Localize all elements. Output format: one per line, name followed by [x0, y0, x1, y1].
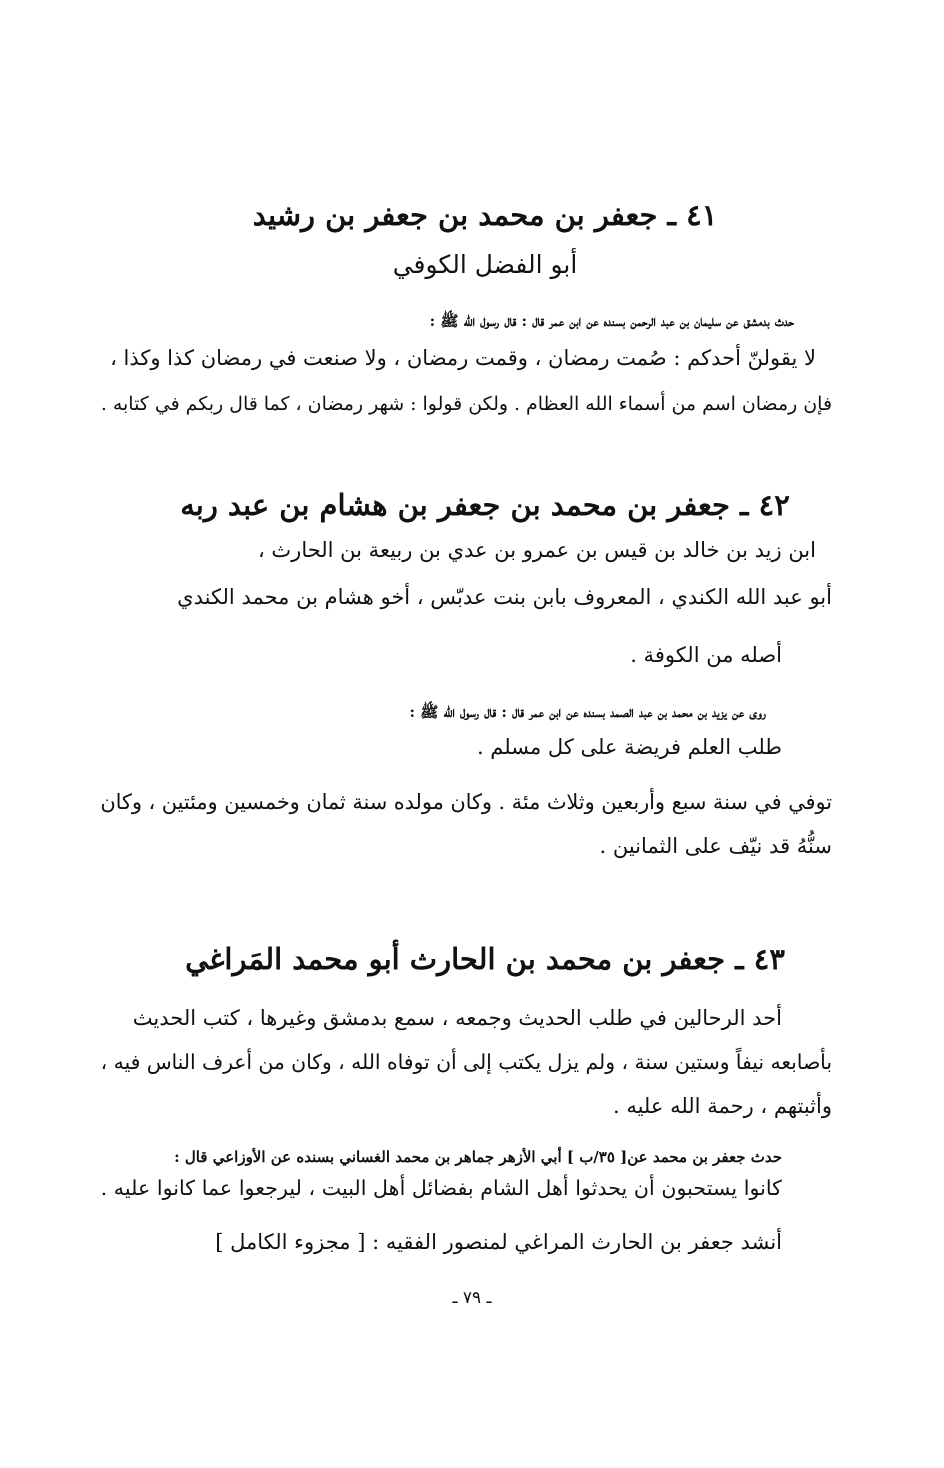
entry-43-isnad: حدث جعفر بن محمد عن[ ٣٥/ب ] أبي الأزهر جماهر بن محمد الغساني بسنده عن الأوزاعي قال : [174, 1148, 782, 1166]
entry-42-hadith: طلب العلم فريضة على كل مسلم . [476, 735, 782, 759]
entry-42-origin: أصله من الكوفة . [630, 643, 782, 667]
entry-43-bio-line-3: وأثبتهم ، رحمة الله عليه . [612, 1094, 832, 1118]
entry-43-hadith: كانوا يستحبون أن يحدثوا أهل الشام بفضائل أهل البيت ، ليرجعوا عما كانوا عليه . [100, 1176, 782, 1200]
entry-42-lineage-line-2: أبو عبد الله الكندي ، المعروف بابن بنت عدبّس ، أخو هشام بن محمد الكندي [177, 585, 832, 609]
entry-41-hadith-line-1: لا يقولنّ أحدكم : صُمت رمضان ، وقمت رمضان ، ولا صنعت في رمضان كذا وكذا ، [110, 346, 816, 370]
entry-42-lineage-line-1: ابن زيد بن خالد بن قيس بن عمرو بن عدي بن ربيعة بن الحارث ، [257, 538, 816, 562]
entry-41-hadith-line-2: فإن رمضان اسم من أسماء الله العظام . ولكن قولوا : شهر رمضان ، كما قال ربكم في كتابه . [100, 393, 832, 415]
entry-43-heading: ٤٣ ـ جعفر بن محمد بن الحارث أبو محمد المَراغي [185, 942, 785, 976]
entry-42-heading: ٤٢ ـ جعفر بن محمد بن جعفر بن هشام بن عبد ربه [180, 488, 790, 522]
entry-41-kunya: أبو الفضل الكوفي [392, 250, 578, 279]
page-number: ـ ٧٩ ـ [452, 1288, 492, 1308]
entry-42-death-line-1: توفي في سنة سبع وأربعين وثلاث مئة . وكان مولده سنة ثمان وخمسين ومئتين ، وكان [100, 790, 832, 814]
entry-43-bio-line-1: أحد الرحالين في طلب الحديث وجمعه ، سمع بدمشق وغيرها ، كتب الحديث [132, 1006, 782, 1030]
entry-42-death-line-2: سنُّهُ قد نيّف على الثمانين . [599, 834, 832, 858]
entry-43-poem-intro: أنشد جعفر بن الحارث المراغي لمنصور الفقيه : [ مجزوء الكامل ] [215, 1230, 782, 1254]
entry-42-isnad: روى عن يزيد بن محمد بن عبد الصمد بسنده عن ابن عمر قال : قال رسول الله ﷺ : [409, 703, 766, 721]
entry-43-bio-line-2: بأصابعه نيفاً وستين سنة ، ولم يزل يكتب إلى أن توفاه الله ، وكان من أعرف الناس فيه ، [100, 1050, 832, 1074]
entry-41-heading: ٤١ ـ جعفر بن محمد بن جعفر بن رشيد [252, 198, 718, 232]
entry-41-isnad: حدث بدمشق عن سليمان بن عبد الرحمن بسنده عن ابن عمر قال : قال رسول الله ﷺ : [429, 312, 794, 330]
